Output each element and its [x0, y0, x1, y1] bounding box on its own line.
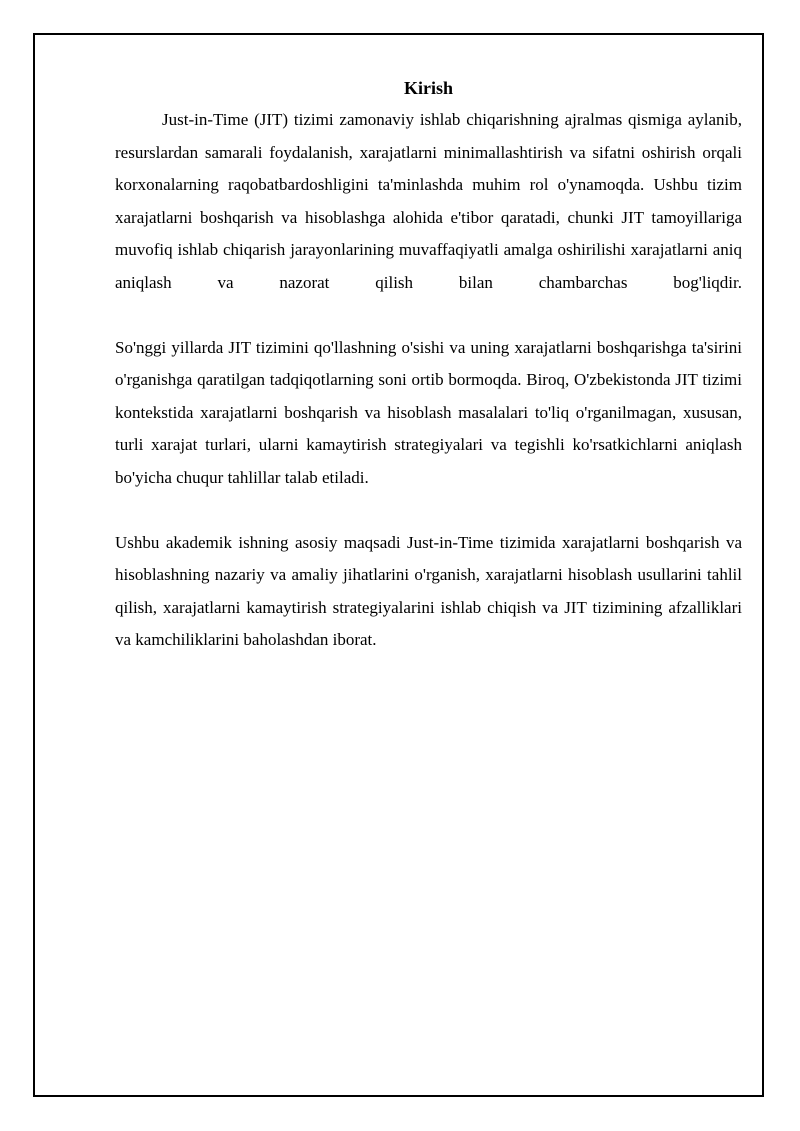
- paragraph-research: So'nggi yillarda JIT tizimini qo'llashning o'sishi va uning xarajatlarni boshqarishga ta'sirini o'rganishga qaratilgan tadqiqotlarning soni ortib bormoqda. Biroq, O'zbekistonda JIT tizimi kontekstida xarajatlarni boshqarish va hisoblash masalalari to'liq o'rganilmagan, xususan, turli xarajat turlari, ularni kamaytirish strategiyalari va tegishli ko'rsatkichlarni aniqlash bo'yicha chuqur tahlillar talab etiladi.: [115, 337, 742, 487]
- document-body: [115, 72, 742, 657]
- paragraph-spacer: [115, 299, 742, 332]
- document-title: Kirish: [403, 78, 453, 98]
- paragraph-intro: Just-in-Time (JIT) tizimi zamonaviy ishlab chiqarishning ajralmas qismiga aylanib, resurslardan samarali foydalanish, xarajatlarni minimallashtirish va sifatni oshirish orqali korxonalarning raqobatbardoshligini ta'minlashda muhim rol o'ynamoqda. Ushbu tizim xarajatlarni boshqarish va hisoblashga alohida e'tibor qaratadi, chunki JIT tamoyillariga muvofiq ishlab chiqarish jarayonlarining muvaffaqiyatli amalga oshirilishi xarajatlarni aniq aniqlash va nazorat qilish bilan chambarchas bog'liqdir.: [115, 110, 742, 292]
- paragraph-goal: Ushbu akademik ishning asosiy maqsadi Just-in-Time tizimida xarajatlarni boshqarish va hisoblashning nazariy va amaliy jihatlarini o'rganish, xarajatlarni hisoblash usullarini tahlil qilish, xarajatlarni kamaytirish strategiyalarini ishlab chiqish va JIT tizimining afzalliklari va kamchiliklarini baholashdan iborat.: [115, 532, 742, 649]
- paragraph-spacer: [115, 494, 742, 527]
